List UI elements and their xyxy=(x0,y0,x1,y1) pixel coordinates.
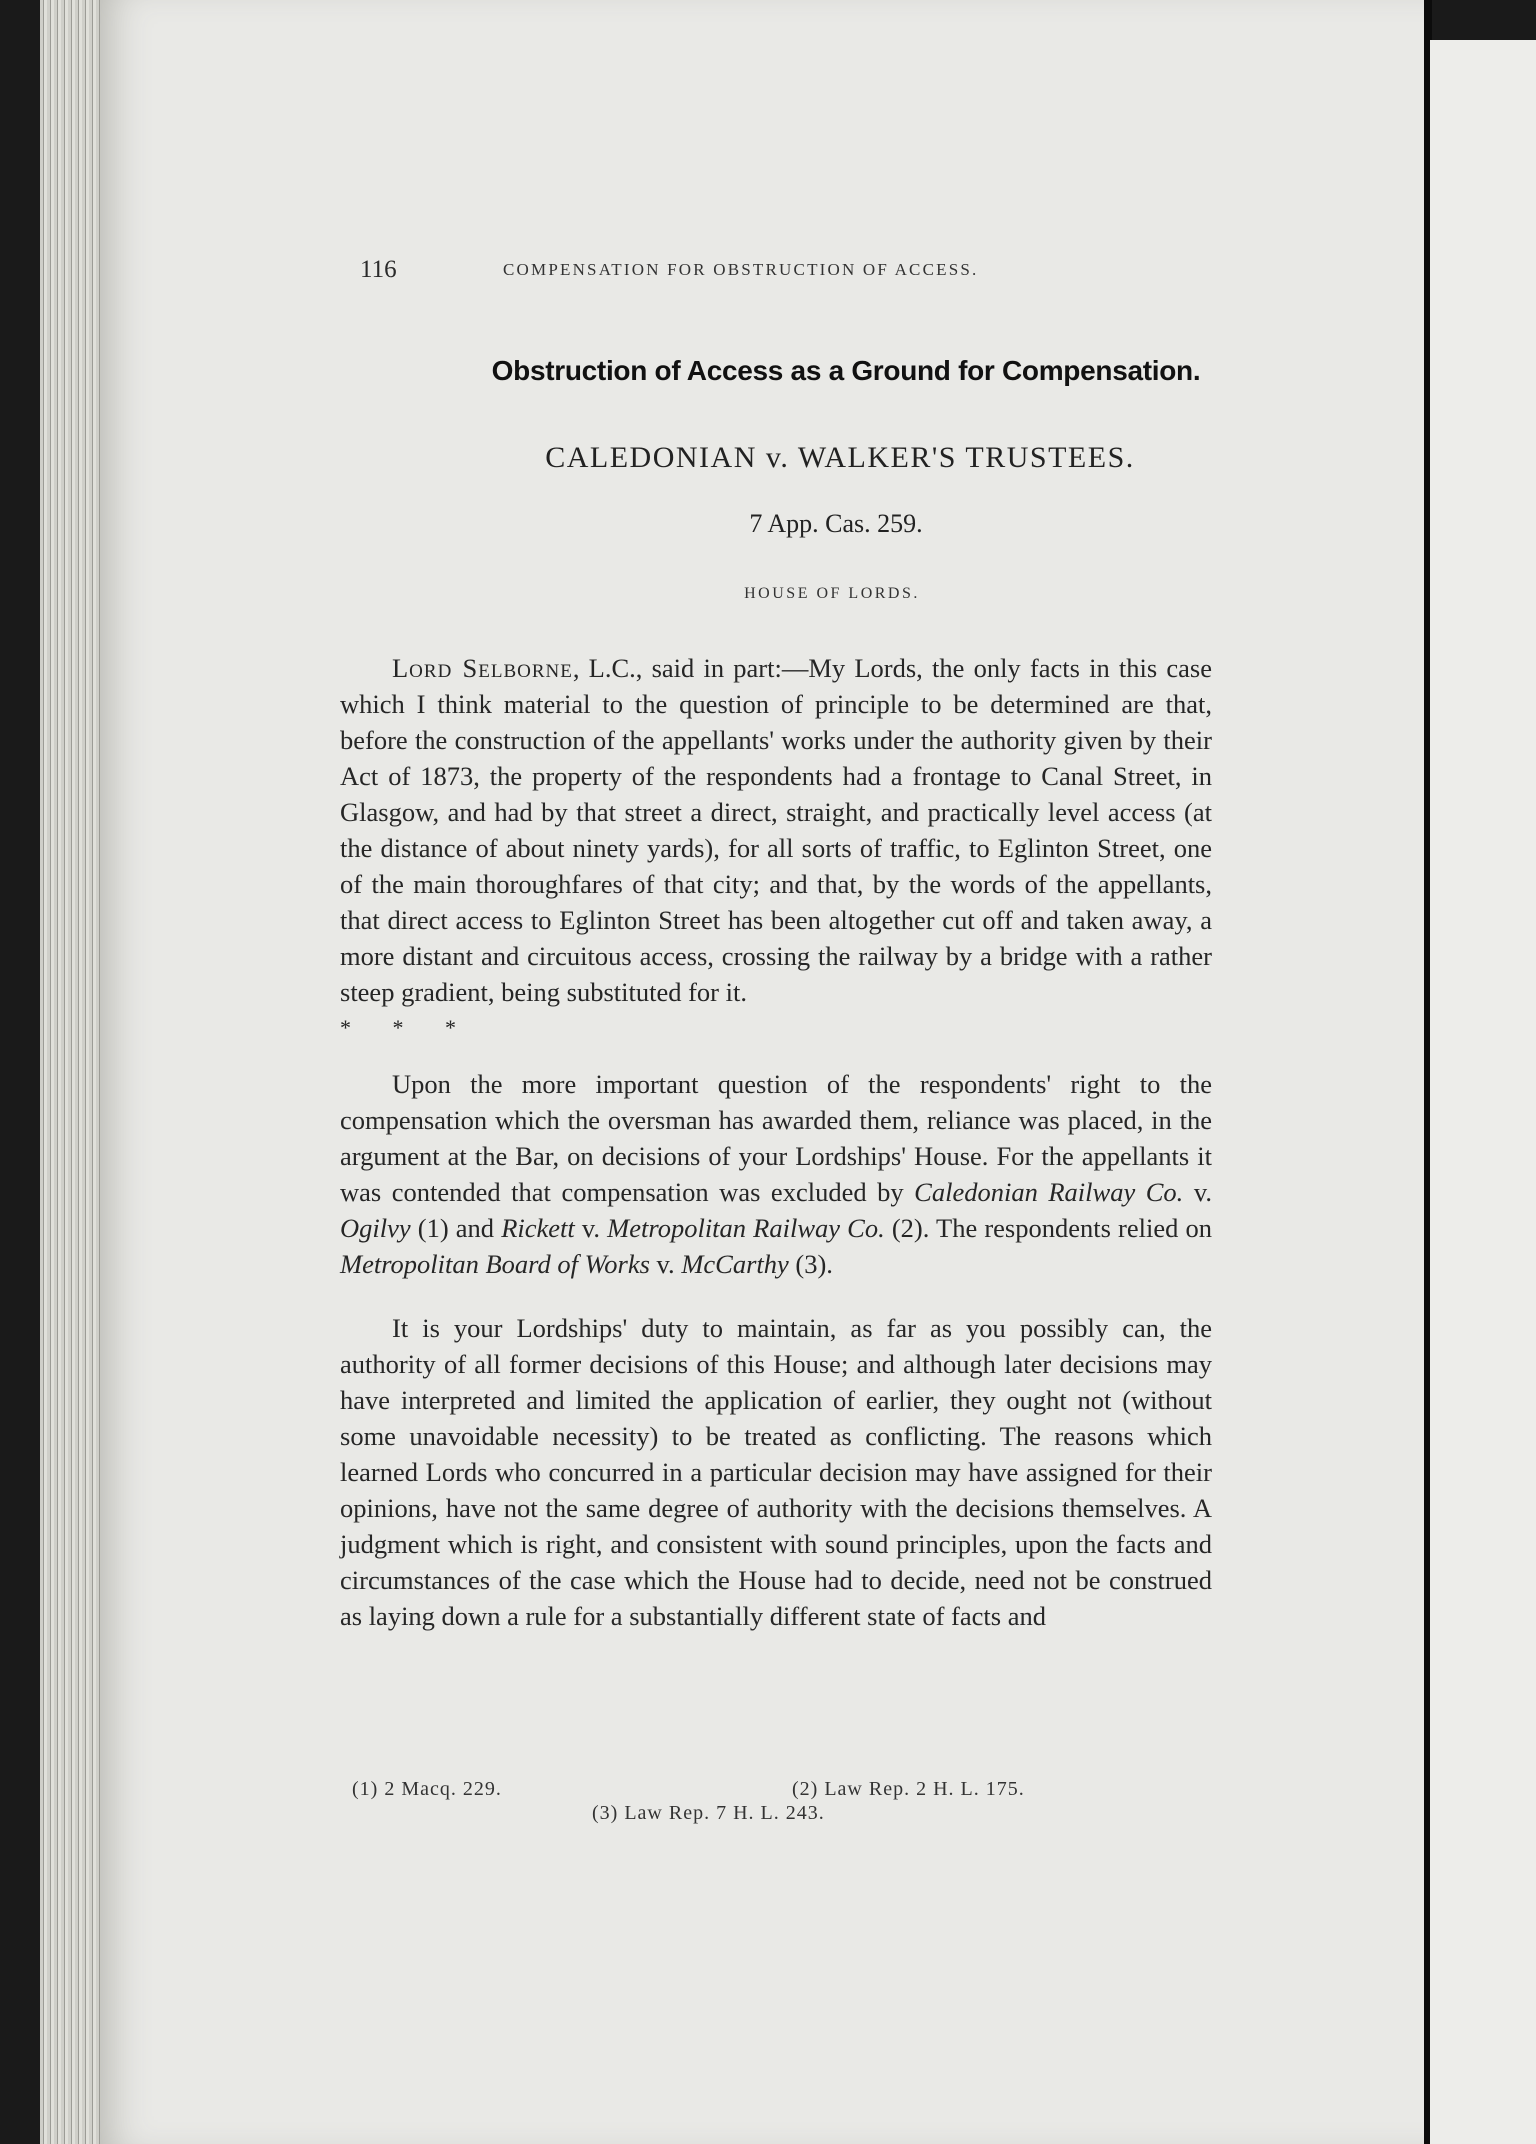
case-ref-2b: Metropolitan Railway Co. xyxy=(607,1213,885,1243)
footnote-2: (2) Law Rep. 2 H. L. 175. xyxy=(792,1778,1025,1800)
case-citation: 7 App. Cas. 259. xyxy=(749,509,923,538)
section-title: Obstruction of Access as a Ground for Compensation. xyxy=(491,355,1201,386)
p2-part-c: (1) and xyxy=(410,1213,502,1243)
running-title: COMPENSATION FOR OBSTRUCTION OF ACCESS. xyxy=(503,260,979,279)
footnotes xyxy=(350,1778,1200,1838)
body-text xyxy=(340,650,1212,1634)
p2-part-g: (3). xyxy=(788,1249,833,1279)
case-ref-3b: McCarthy xyxy=(681,1249,789,1279)
case-ref-3a: Metropolitan Board of Works xyxy=(340,1249,650,1279)
p2-part-a: Upon the more important question of the respondents' right to the compensation which the oversman has awarded them, reliance was placed, in the argument at the Bar, on decisions of your Lordships' House. For the appellants it was contended that compensation was excluded by xyxy=(340,1069,1212,1207)
running-head xyxy=(360,256,1450,286)
p2-part-f: v. xyxy=(649,1249,682,1279)
elision-stars: * * * xyxy=(340,1015,474,1040)
page-number: 116 xyxy=(360,256,397,283)
case-ref-1a: Caledonian Railway Co. xyxy=(914,1177,1184,1207)
footnote-3: (3) Law Rep. 7 H. L. 243. xyxy=(592,1802,825,1824)
case-ref-1b: Ogilvy xyxy=(340,1213,411,1243)
paragraph-2 xyxy=(340,1066,1212,1282)
speaker-name: Lord Selborne xyxy=(392,653,573,683)
p2-part-e: (2). The respondents relied on xyxy=(884,1213,1212,1243)
case-ref-2a: Rickett xyxy=(501,1213,575,1243)
p2-part-b: v. xyxy=(1183,1177,1213,1207)
court-name: HOUSE OF LORDS. xyxy=(744,585,920,602)
footnote-1: (1) 2 Macq. 229. xyxy=(352,1778,502,1800)
paragraph-1 xyxy=(340,650,1212,1010)
paragraph-1-text: , L.C., said in part:—My Lords, the only facts in this case which I think material to the question of principle to be determined are that, before the construction of the appellants' works under the authority given by their Act of 1873, the property of the respondents had a frontage to Canal Street, in Glasgow, and had by that street a direct, straight, and practically level access (at the distance of about ninety yards), for all sorts of traffic, to Eglinton Street, one of the main thoroughfares of that city; and that, by the words of the appellants, that direct access to Eglinton Street has been altogether cut off and taken away, a more distant and circuitous access, crossing the railway by a bridge with a rather steep gradient, being substituted for it. xyxy=(340,653,1212,1007)
paragraph-3: It is your Lordships' duty to maintain, as far as you possibly can, the authority of all former decisions of this House; and although later decisions may have interpreted and limited the application of earlier, they ought not (without some unavoidable necessity) to be treated as conflicting. The reasons which learned Lords who concurred in a particular decision may have assigned for their opinions, have not the same degree of authority with the decisions themselves. A judgment which is right, and consistent with sound principles, upon the facts and circumstances of the case which the House had to decide, need not be construed as laying down a rule for a substantially different state of facts and xyxy=(340,1313,1212,1631)
p2-part-d: v. xyxy=(574,1213,608,1243)
case-name: CALEDONIAN v. WALKER'S TRUSTEES. xyxy=(545,441,1135,474)
